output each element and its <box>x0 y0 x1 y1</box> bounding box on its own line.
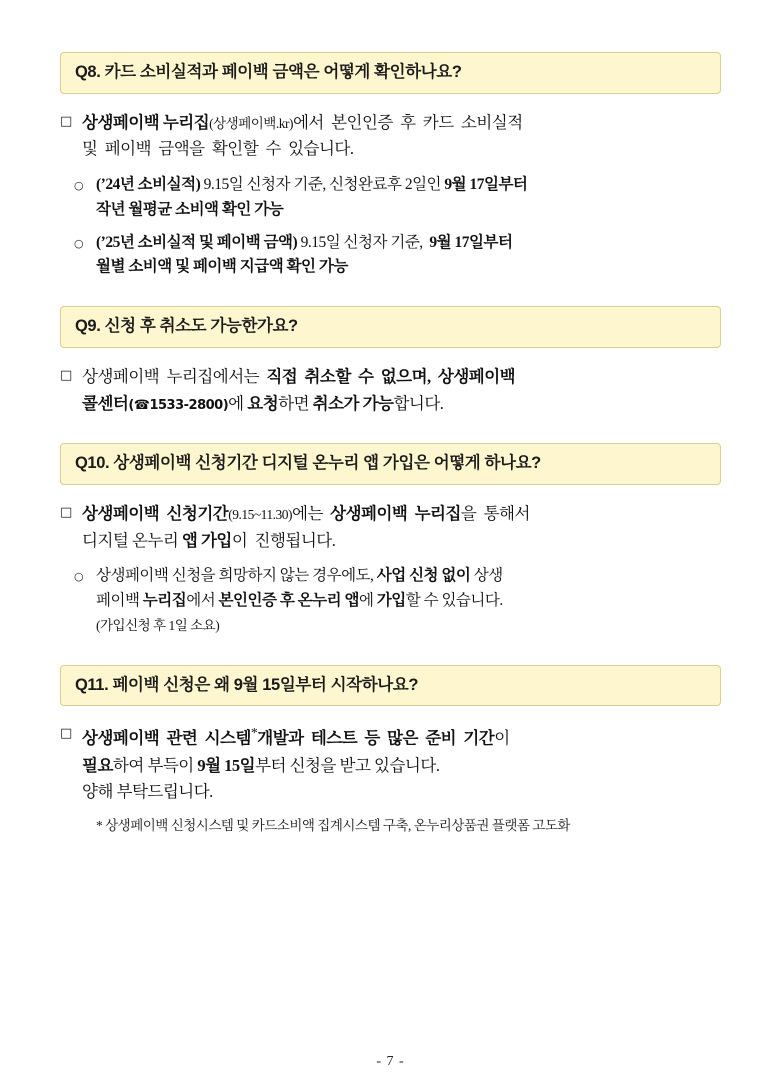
faq-body-q11 <box>60 722 721 834</box>
faq-item <box>60 364 721 417</box>
circle-bullet-icon: ○ <box>74 570 84 584</box>
faq-item-text: 상생페이백 관련 시스템*개발과 테스트 등 많은 준비 기간이 필요하여 부득이 9월 15일부터 신청을 받고 있습니다. 양해 부탁드립니다. <box>82 725 510 802</box>
faq-subitem <box>60 231 721 281</box>
faq-header-q11: Q11. 페이백 신청은 왜 9월 15일부터 시작하나요? <box>60 665 721 707</box>
square-bullet-icon: □ <box>60 504 73 520</box>
faq-footnote: * 상생페이백 신청시스템 및 카드소비액 집계시스템 구축, 온누리상품권 플랫폼 고도화 <box>96 818 570 834</box>
faq-item-text: 상생페이백 신청기간(9.15~11.30)에는 상생페이백 누리집을 통해서 디지털 온누리 앱 가입이 진행됩니다. <box>82 503 530 550</box>
faq-subitem <box>60 173 721 223</box>
square-bullet-icon: □ <box>60 113 73 129</box>
faq-subitem-text: (’25년 소비실적 및 페이백 금액) 9.15일 신청자 기준, 9월 17일부터 월별 소비액 및 페이백 지급액 확인 가능 <box>96 233 513 276</box>
faq-item-text: 상생페이백 누리집(상생페이백.kr)에서 본인인증 후 카드 소비실적 및 페이백 금액을 확인할 수 있습니다. <box>82 112 523 159</box>
faq-subitem <box>60 564 721 638</box>
faq-item <box>60 110 721 163</box>
faq-body-q8 <box>60 110 721 281</box>
faq-header-q8: Q8. 카드 소비실적과 페이백 금액은 어떻게 확인하나요? <box>60 52 721 94</box>
faq-item <box>60 722 721 806</box>
faq-body-q10 <box>60 501 721 639</box>
faq-item-text: 상생페이백 누리집에서는 직접 취소할 수 없으며, 상생페이백 콜센터(☎1533-2800)에 요청하면 취소가 가능합니다. <box>82 366 516 413</box>
faq-item-note: 양해 부탁드립니다. <box>82 782 213 802</box>
page-number: - 7 - <box>376 1054 405 1069</box>
faq-body-q9 <box>60 364 721 417</box>
faq-header-q9: Q9. 신청 후 취소도 가능한가요? <box>60 306 721 348</box>
circle-bullet-icon: ○ <box>74 179 84 193</box>
faq-subitem-text: 상생페이백 신청을 희망하지 않는 경우에도, 사업 신청 없이 상생 페이백 누리집에서 본인인증 후 온누리 앱에 가입할 수 있습니다. (가입신청 후 1일 소요) <box>96 567 503 633</box>
faq-header-q10: Q10. 상생페이백 신청기간 디지털 온누리 앱 가입은 어떻게 하나요? <box>60 443 721 485</box>
faq-subitem-note: (가입신청 후 1일 소요) <box>96 617 220 633</box>
faq-item <box>60 501 721 554</box>
square-bullet-icon: □ <box>60 367 73 383</box>
circle-bullet-icon: ○ <box>74 236 84 250</box>
square-bullet-icon: □ <box>60 726 73 742</box>
faq-subitem-text: (’24년 소비실적) 9.15일 신청자 기준, 신청완료후 2일인 9월 17일부터 작년 월평균 소비액 확인 가능 <box>96 176 528 218</box>
